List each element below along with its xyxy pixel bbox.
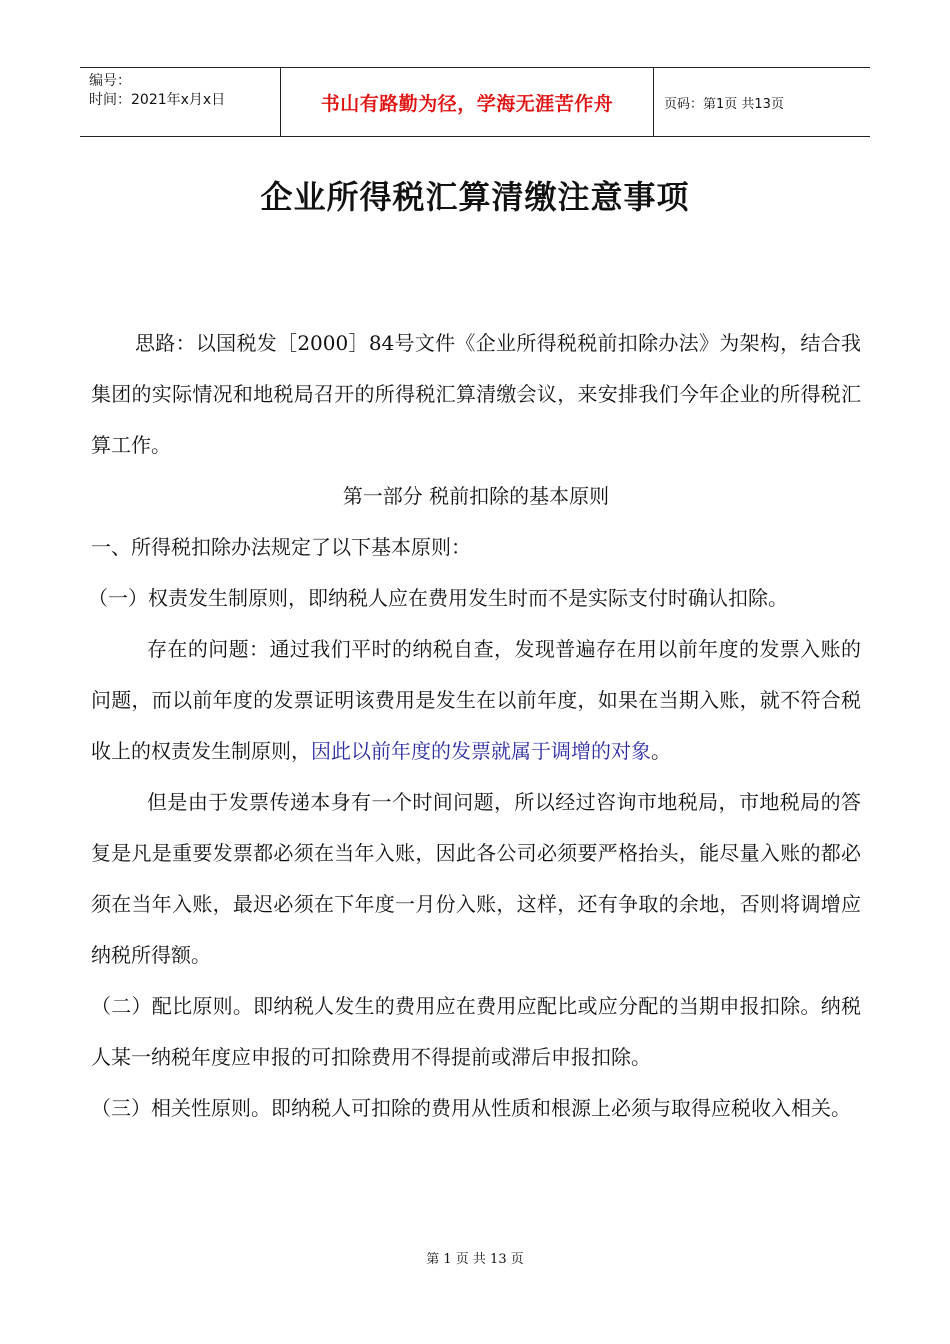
- document-body: [88, 318, 861, 1134]
- page-footer: 第 1 页 共 13 页: [426, 1252, 524, 1267]
- principle-item-3: （三）相关性原则。即纳税人可扣除的费用从性质和根源上必须与取得应税收入相关。: [91, 1096, 851, 1120]
- principle-item-2: （二）配比原则。即纳税人发生的费用应在费用应配比或应分配的当期申报扣除。纳税人某一纳税年度应申报的可扣除费用不得提前或滞后申报扣除。: [91, 994, 861, 1069]
- issue-highlight: 因此以前年度的发票就属于调增的对象: [311, 739, 651, 763]
- but-paragraph: 但是由于发票传递本身有一个时间问题，所以经过咨询市地税局，市地税局的答复是凡是重要发票都必须在当年入账，因此各公司必须要严格抬头，能尽量入账的都必须在当年入账，最迟必须在下年度一月份入账，这样，还有争取的余地，否则将调增应纳税所得额。: [91, 790, 861, 967]
- header-page-info: 页码：第1页 共13页: [664, 96, 784, 112]
- principle-item-1: （一）权责发生制原则，即纳税人应在费用发生时而不是实际支付时确认扣除。: [88, 586, 788, 610]
- part1-heading: 第一部分 税前扣除的基本原则: [342, 484, 610, 508]
- document-title: 企业所得税汇算清缴注意事项: [260, 178, 690, 216]
- intro-paragraph: 思路：以国税发［2000］84号文件《企业所得税税前扣除办法》为架构，结合我集团的实际情况和地税局召开的所得税汇算清缴会议，来安排我们今年企业的所得税汇算工作。: [91, 331, 861, 457]
- document-time-label: 时间：2021年x月x日: [89, 92, 226, 108]
- issue-paragraph: [91, 624, 861, 777]
- header-meta: [80, 68, 281, 136]
- issue-text: 存在的问题：通过我们平时的纳税自查，发现普遍存在用以前年度的发票入账的问题，而以前年度的发票证明该费用是发生在以前年度，如果在当期入账，就不符合税收上的权责发生制原则，: [91, 637, 861, 763]
- section1-heading: 一、所得税扣除办法规定了以下基本原则：: [91, 535, 471, 559]
- document-number-label: 编号：: [89, 73, 131, 89]
- header-motto: 书山有路勤为径，学海无涯苦作舟: [281, 68, 654, 136]
- issue-end: 。: [651, 739, 671, 763]
- header-table: [80, 67, 870, 137]
